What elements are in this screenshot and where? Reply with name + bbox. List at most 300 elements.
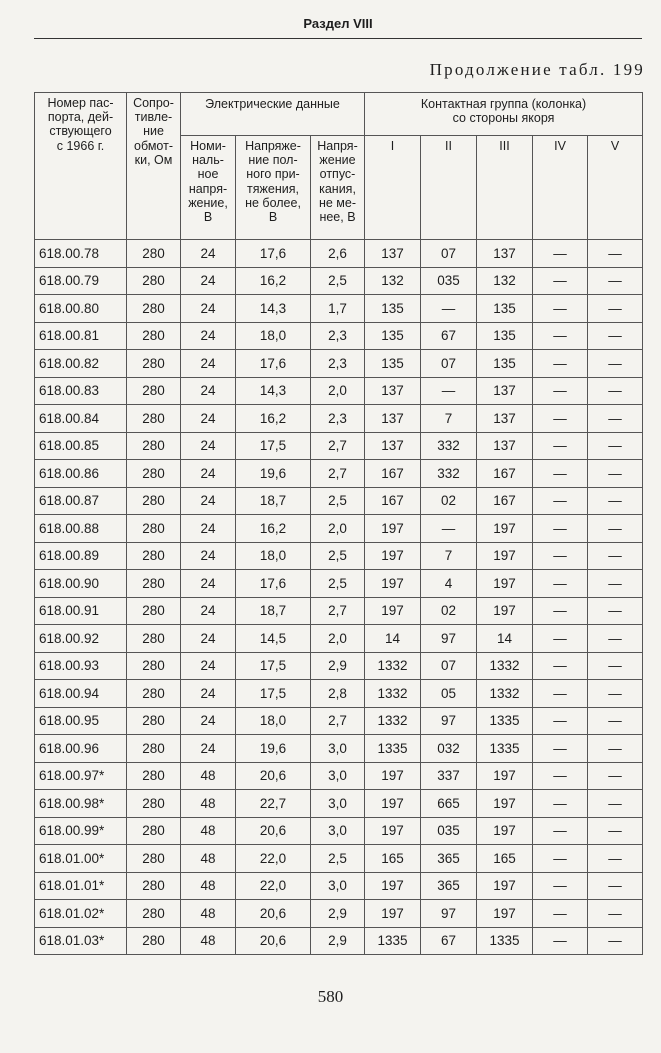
cell-contact-5: — [588,680,643,708]
cell-contact-4: — [533,652,588,680]
cell-contact-1: 137 [365,405,421,433]
cell-contact-2: 365 [421,872,477,900]
cell-pickup-voltage: 16,2 [236,515,311,543]
cell-contact-1: 197 [365,790,421,818]
cell-contact-5: — [588,707,643,735]
table-row [35,790,643,818]
cell-release-voltage: 2,5 [311,542,365,570]
cell-contact-3: 165 [477,845,533,873]
table-row [35,762,643,790]
cell-pickup-voltage: 16,2 [236,405,311,433]
cell-nominal-voltage: 24 [181,295,236,323]
cell-contact-4: — [533,680,588,708]
cell-nominal-voltage: 48 [181,900,236,928]
table-row [35,735,643,763]
cell-pickup-voltage: 18,0 [236,707,311,735]
cell-contact-4: — [533,872,588,900]
table-body [35,240,643,955]
cell-contact-2: 67 [421,322,477,350]
cell-nominal-voltage: 24 [181,267,236,295]
cell-release-voltage: 2,3 [311,322,365,350]
cell-pickup-voltage: 17,6 [236,570,311,598]
cell-contact-1: 1332 [365,652,421,680]
cell-nominal-voltage: 24 [181,597,236,625]
header-rule [34,38,642,39]
cell-pickup-voltage: 17,6 [236,240,311,268]
cell-pickup-voltage: 18,7 [236,597,311,625]
cell-contact-4: — [533,487,588,515]
cell-passport-number: 618.00.90 [35,570,127,598]
relay-passport-table [34,92,643,955]
cell-pickup-voltage: 19,6 [236,460,311,488]
cell-contact-4: — [533,240,588,268]
cell-winding-resistance: 280 [127,927,181,955]
cell-passport-number: 618.00.88 [35,515,127,543]
cell-contact-2: 332 [421,432,477,460]
cell-contact-4: — [533,900,588,928]
cell-contact-3: 137 [477,240,533,268]
cell-contact-3: 197 [477,570,533,598]
table-row [35,515,643,543]
cell-winding-resistance: 280 [127,460,181,488]
cell-passport-number: 618.00.81 [35,322,127,350]
table-continuation-caption: Продолжение табл. 199 [429,60,645,79]
cell-contact-4: — [533,542,588,570]
cell-pickup-voltage: 22,7 [236,790,311,818]
cell-contact-3: 135 [477,295,533,323]
cell-contact-5: — [588,900,643,928]
cell-nominal-voltage: 24 [181,432,236,460]
table-row [35,322,643,350]
cell-passport-number: 618.00.97* [35,762,127,790]
cell-contact-1: 135 [365,350,421,378]
cell-contact-2: 07 [421,240,477,268]
cell-release-voltage: 2,7 [311,597,365,625]
cell-contact-4: — [533,762,588,790]
table-row [35,625,643,653]
cell-contact-5: — [588,322,643,350]
cell-contact-2: 332 [421,460,477,488]
cell-nominal-voltage: 48 [181,790,236,818]
cell-contact-5: — [588,377,643,405]
cell-passport-number: 618.00.98* [35,790,127,818]
table-row [35,872,643,900]
cell-contact-1: 197 [365,515,421,543]
cell-passport-number: 618.00.91 [35,597,127,625]
cell-contact-4: — [533,707,588,735]
cell-contact-1: 132 [365,267,421,295]
cell-contact-4: — [533,432,588,460]
header-release-voltage: Напря- жение отпус- кания, не ме- нее, В [311,136,365,240]
cell-contact-5: — [588,597,643,625]
cell-nominal-voltage: 24 [181,350,236,378]
cell-contact-5: — [588,295,643,323]
cell-release-voltage: 2,3 [311,405,365,433]
cell-contact-2: 4 [421,570,477,598]
cell-contact-1: 1335 [365,927,421,955]
cell-contact-3: 137 [477,405,533,433]
table-row [35,652,643,680]
cell-contact-3: 1332 [477,680,533,708]
cell-contact-3: 197 [477,515,533,543]
cell-nominal-voltage: 24 [181,652,236,680]
header-contact-group: Контактная группа (колонка) со стороны якоря [365,93,643,136]
cell-contact-5: — [588,762,643,790]
cell-nominal-voltage: 24 [181,487,236,515]
cell-passport-number: 618.00.94 [35,680,127,708]
table-row [35,570,643,598]
cell-contact-3: 135 [477,322,533,350]
cell-winding-resistance: 280 [127,652,181,680]
cell-pickup-voltage: 18,0 [236,322,311,350]
cell-contact-3: 14 [477,625,533,653]
cell-winding-resistance: 280 [127,432,181,460]
cell-nominal-voltage: 24 [181,515,236,543]
cell-contact-2: 07 [421,652,477,680]
cell-contact-3: 197 [477,790,533,818]
cell-release-voltage: 2,8 [311,680,365,708]
cell-contact-5: — [588,817,643,845]
cell-contact-2: 07 [421,350,477,378]
cell-passport-number: 618.00.82 [35,350,127,378]
cell-contact-3: 1335 [477,735,533,763]
cell-winding-resistance: 280 [127,487,181,515]
cell-release-voltage: 1,7 [311,295,365,323]
cell-contact-5: — [588,652,643,680]
cell-contact-3: 197 [477,597,533,625]
cell-passport-number: 618.00.99* [35,817,127,845]
cell-passport-number: 618.01.01* [35,872,127,900]
cell-nominal-voltage: 48 [181,762,236,790]
cell-contact-4: — [533,790,588,818]
cell-contact-2: 97 [421,625,477,653]
cell-release-voltage: 2,5 [311,267,365,295]
cell-passport-number: 618.00.92 [35,625,127,653]
header-contact-column-2: II [421,136,477,240]
cell-release-voltage: 2,0 [311,625,365,653]
table-row [35,817,643,845]
cell-contact-4: — [533,377,588,405]
cell-contact-5: — [588,432,643,460]
cell-pickup-voltage: 17,5 [236,680,311,708]
cell-contact-1: 135 [365,295,421,323]
cell-passport-number: 618.00.78 [35,240,127,268]
table-row [35,405,643,433]
header-contact-column-1: I [365,136,421,240]
page-number: 580 [317,987,344,1006]
table-row [35,460,643,488]
cell-winding-resistance: 280 [127,790,181,818]
cell-contact-4: — [533,625,588,653]
table-row [35,707,643,735]
cell-contact-2: 032 [421,735,477,763]
cell-nominal-voltage: 24 [181,707,236,735]
cell-contact-3: 135 [477,350,533,378]
cell-contact-2: 035 [421,267,477,295]
cell-passport-number: 618.00.93 [35,652,127,680]
cell-contact-3: 197 [477,542,533,570]
cell-nominal-voltage: 48 [181,872,236,900]
table-row [35,377,643,405]
cell-contact-3: 197 [477,900,533,928]
cell-contact-4: — [533,817,588,845]
cell-contact-2: 05 [421,680,477,708]
cell-pickup-voltage: 17,5 [236,432,311,460]
cell-contact-5: — [588,405,643,433]
table-row [35,927,643,955]
cell-contact-3: 1332 [477,652,533,680]
cell-contact-5: — [588,542,643,570]
cell-contact-5: — [588,625,643,653]
cell-contact-5: — [588,735,643,763]
cell-winding-resistance: 280 [127,405,181,433]
table-row [35,900,643,928]
cell-release-voltage: 2,6 [311,240,365,268]
header-pickup-voltage: Напряже- ние пол- ного при- тяжения, не более, В [236,136,311,240]
cell-contact-3: 167 [477,460,533,488]
cell-contact-5: — [588,845,643,873]
cell-pickup-voltage: 14,5 [236,625,311,653]
cell-pickup-voltage: 14,3 [236,377,311,405]
cell-contact-2: 365 [421,845,477,873]
cell-nominal-voltage: 48 [181,927,236,955]
cell-nominal-voltage: 24 [181,625,236,653]
table-row [35,267,643,295]
table-row [35,295,643,323]
cell-release-voltage: 3,0 [311,872,365,900]
cell-contact-4: — [533,515,588,543]
cell-winding-resistance: 280 [127,845,181,873]
cell-contact-1: 137 [365,377,421,405]
cell-nominal-voltage: 24 [181,377,236,405]
cell-pickup-voltage: 18,7 [236,487,311,515]
header-contact-column-4: IV [533,136,588,240]
cell-contact-4: — [533,460,588,488]
cell-contact-1: 197 [365,570,421,598]
cell-nominal-voltage: 24 [181,405,236,433]
cell-pickup-voltage: 17,6 [236,350,311,378]
cell-contact-1: 137 [365,240,421,268]
cell-winding-resistance: 280 [127,900,181,928]
cell-contact-1: 167 [365,487,421,515]
cell-contact-1: 135 [365,322,421,350]
cell-nominal-voltage: 24 [181,460,236,488]
cell-contact-1: 165 [365,845,421,873]
cell-contact-3: 197 [477,872,533,900]
cell-contact-1: 137 [365,432,421,460]
cell-contact-3: 1335 [477,927,533,955]
cell-contact-4: — [533,322,588,350]
cell-contact-5: — [588,487,643,515]
cell-release-voltage: 2,5 [311,845,365,873]
cell-passport-number: 618.00.86 [35,460,127,488]
cell-contact-2: 02 [421,597,477,625]
cell-pickup-voltage: 20,6 [236,900,311,928]
cell-contact-3: 132 [477,267,533,295]
cell-contact-1: 197 [365,542,421,570]
cell-contact-2: — [421,377,477,405]
cell-winding-resistance: 280 [127,707,181,735]
header-electrical-data: Электрические данные [181,93,365,136]
cell-pickup-voltage: 19,6 [236,735,311,763]
cell-contact-2: 337 [421,762,477,790]
cell-contact-1: 14 [365,625,421,653]
cell-contact-4: — [533,570,588,598]
cell-passport-number: 618.01.00* [35,845,127,873]
table-row [35,845,643,873]
cell-contact-2: — [421,515,477,543]
cell-nominal-voltage: 48 [181,845,236,873]
cell-contact-5: — [588,515,643,543]
header-passport-number: Номер пас- порта, дей- ствующего с 1966 г. [35,93,127,240]
cell-passport-number: 618.00.95 [35,707,127,735]
cell-release-voltage: 3,0 [311,735,365,763]
cell-pickup-voltage: 20,6 [236,927,311,955]
cell-release-voltage: 2,7 [311,460,365,488]
cell-contact-5: — [588,927,643,955]
cell-release-voltage: 3,0 [311,817,365,845]
cell-winding-resistance: 280 [127,350,181,378]
cell-release-voltage: 2,0 [311,377,365,405]
cell-passport-number: 618.01.03* [35,927,127,955]
cell-contact-1: 197 [365,900,421,928]
cell-contact-4: — [533,597,588,625]
cell-passport-number: 618.00.89 [35,542,127,570]
cell-release-voltage: 2,0 [311,515,365,543]
cell-passport-number: 618.00.84 [35,405,127,433]
cell-pickup-voltage: 14,3 [236,295,311,323]
cell-winding-resistance: 280 [127,295,181,323]
cell-contact-3: 197 [477,817,533,845]
cell-release-voltage: 3,0 [311,790,365,818]
cell-contact-5: — [588,790,643,818]
cell-contact-2: 97 [421,900,477,928]
header-nominal-voltage: Номи- наль- ное напря- жение, В [181,136,236,240]
cell-contact-3: 137 [477,377,533,405]
cell-passport-number: 618.00.96 [35,735,127,763]
cell-contact-5: — [588,240,643,268]
cell-contact-2: 665 [421,790,477,818]
cell-contact-2: 97 [421,707,477,735]
cell-contact-1: 1335 [365,735,421,763]
cell-contact-2: 035 [421,817,477,845]
cell-contact-4: — [533,350,588,378]
cell-contact-1: 197 [365,872,421,900]
cell-contact-1: 197 [365,762,421,790]
cell-release-voltage: 2,3 [311,350,365,378]
cell-passport-number: 618.01.02* [35,900,127,928]
cell-contact-5: — [588,267,643,295]
cell-release-voltage: 2,9 [311,927,365,955]
section-header: Раздел VIII [303,16,373,31]
cell-winding-resistance: 280 [127,267,181,295]
cell-contact-2: 7 [421,542,477,570]
cell-pickup-voltage: 22,0 [236,845,311,873]
cell-winding-resistance: 280 [127,542,181,570]
cell-contact-4: — [533,405,588,433]
cell-winding-resistance: 280 [127,817,181,845]
table-row [35,542,643,570]
cell-winding-resistance: 280 [127,680,181,708]
cell-winding-resistance: 280 [127,322,181,350]
cell-contact-5: — [588,570,643,598]
cell-contact-1: 1332 [365,680,421,708]
cell-contact-1: 1332 [365,707,421,735]
cell-winding-resistance: 280 [127,240,181,268]
cell-passport-number: 618.00.79 [35,267,127,295]
cell-nominal-voltage: 24 [181,680,236,708]
cell-contact-2: 67 [421,927,477,955]
cell-release-voltage: 3,0 [311,762,365,790]
cell-nominal-voltage: 24 [181,542,236,570]
cell-winding-resistance: 280 [127,570,181,598]
cell-pickup-voltage: 17,5 [236,652,311,680]
cell-contact-1: 197 [365,597,421,625]
cell-pickup-voltage: 18,0 [236,542,311,570]
cell-pickup-voltage: 20,6 [236,817,311,845]
cell-winding-resistance: 280 [127,735,181,763]
cell-release-voltage: 2,5 [311,487,365,515]
cell-contact-5: — [588,460,643,488]
cell-contact-4: — [533,295,588,323]
cell-contact-4: — [533,927,588,955]
cell-winding-resistance: 280 [127,597,181,625]
cell-contact-1: 197 [365,817,421,845]
cell-contact-3: 1335 [477,707,533,735]
cell-passport-number: 618.00.83 [35,377,127,405]
table-row [35,240,643,268]
table-row [35,432,643,460]
cell-winding-resistance: 280 [127,515,181,543]
cell-contact-2: 02 [421,487,477,515]
cell-contact-5: — [588,350,643,378]
cell-release-voltage: 2,9 [311,652,365,680]
cell-contact-3: 167 [477,487,533,515]
cell-nominal-voltage: 24 [181,240,236,268]
table-row [35,680,643,708]
cell-contact-5: — [588,872,643,900]
cell-passport-number: 618.00.80 [35,295,127,323]
cell-contact-3: 137 [477,432,533,460]
cell-passport-number: 618.00.85 [35,432,127,460]
table-row [35,597,643,625]
cell-contact-3: 197 [477,762,533,790]
cell-winding-resistance: 280 [127,377,181,405]
header-winding-resistance: Сопро- тивле- ние обмот- ки, Ом [127,93,181,240]
cell-release-voltage: 2,9 [311,900,365,928]
cell-contact-4: — [533,845,588,873]
cell-contact-2: — [421,295,477,323]
header-contact-column-5: V [588,136,643,240]
cell-contact-4: — [533,267,588,295]
cell-winding-resistance: 280 [127,872,181,900]
cell-nominal-voltage: 24 [181,570,236,598]
cell-contact-1: 167 [365,460,421,488]
header-contact-column-3: III [477,136,533,240]
cell-pickup-voltage: 20,6 [236,762,311,790]
cell-nominal-voltage: 24 [181,322,236,350]
cell-pickup-voltage: 22,0 [236,872,311,900]
table-row [35,350,643,378]
cell-nominal-voltage: 48 [181,817,236,845]
cell-release-voltage: 2,5 [311,570,365,598]
cell-winding-resistance: 280 [127,625,181,653]
cell-nominal-voltage: 24 [181,735,236,763]
cell-winding-resistance: 280 [127,762,181,790]
cell-contact-4: — [533,735,588,763]
table-row [35,487,643,515]
cell-contact-2: 7 [421,405,477,433]
